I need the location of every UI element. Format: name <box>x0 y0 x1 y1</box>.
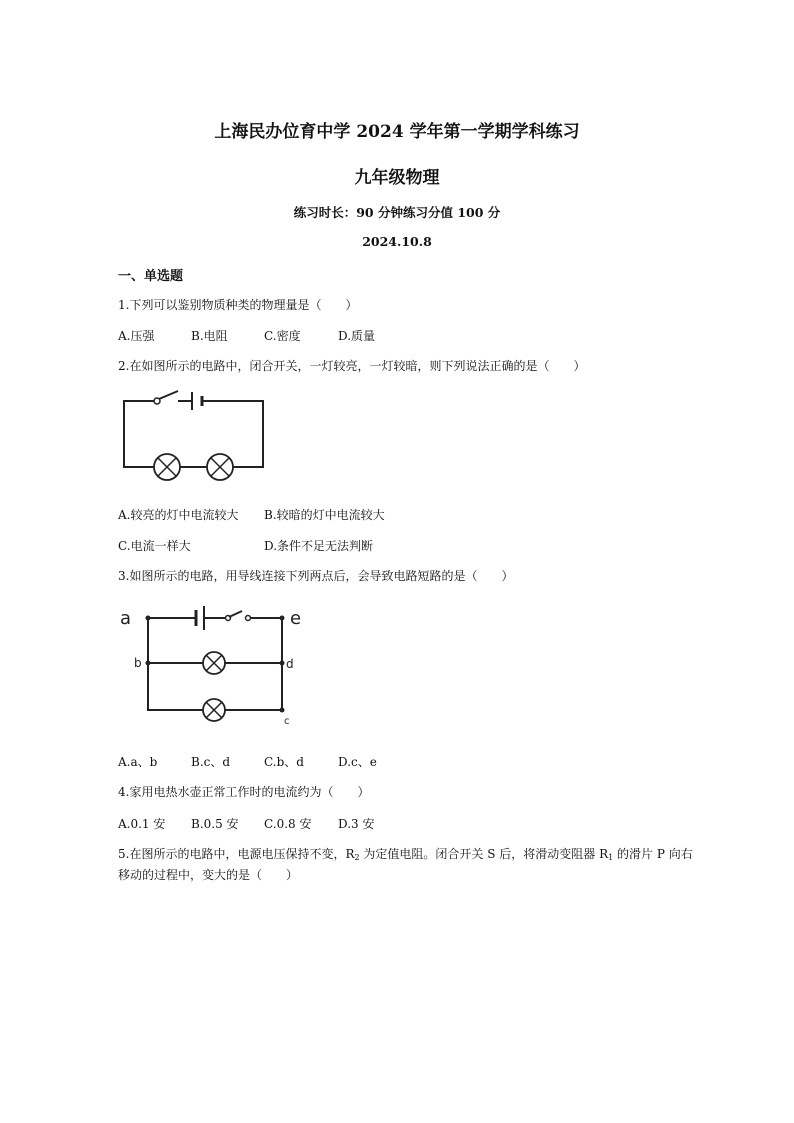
question-3-stem: 3.如图所示的电路，用导线连接下列两点后，会导致电路短路的是（ ） <box>118 569 514 583</box>
question-5-subscript-1: 2 <box>354 853 360 862</box>
question-3-option-d[interactable]: D.c、e <box>338 755 377 769</box>
question-5-stem-part3: 的滑片 P 向右 <box>613 847 693 861</box>
exam-title: 上海民办位育中学 2024 学年第一学期学科练习 <box>214 122 580 142</box>
question-1-option-c[interactable]: C.密度 <box>264 329 301 343</box>
question-4-stem: 4.家用电热水壶正常工作时的电流约为（ ） <box>118 785 370 799</box>
question-3-option-b[interactable]: B.c、d <box>191 755 231 769</box>
question-3-circuit-diagram <box>118 600 318 725</box>
lamp-icon <box>154 454 180 480</box>
question-2-circuit-diagram <box>118 388 268 478</box>
question-5-stem-line2: 移动的过程中，变大的是（ ） <box>118 868 299 882</box>
question-1-option-a[interactable]: A.压强 <box>118 329 155 343</box>
question-5-stem-part2: 为定值电阻。闭合开关 S 后，将滑动变阻器 R <box>359 847 609 861</box>
question-2-option-c[interactable]: C.电流一样大 <box>118 539 191 553</box>
exam-info: 练习时长：90 分钟练习分值 100 分 <box>293 205 501 220</box>
exam-date: 2024.10.8 <box>362 234 432 249</box>
question-2-stem: 2.在如图所示的电路中，闭合开关，一灯较亮，一灯较暗，则下列说法正确的是（ ） <box>118 359 586 373</box>
question-4-option-b[interactable]: B.0.5 安 <box>191 817 239 831</box>
exam-subtitle: 九年级物理 <box>354 168 440 188</box>
point-label-c: c <box>284 716 290 727</box>
question-1-stem: 1.下列可以鉴别物质种类的物理量是（ ） <box>118 298 358 312</box>
question-1-option-d[interactable]: D.质量 <box>338 329 376 343</box>
question-5-subscript-2: 1 <box>608 853 614 862</box>
lamp-icon <box>207 454 233 480</box>
lamp-icon <box>203 652 225 674</box>
question-1-option-b[interactable]: B.电阻 <box>191 329 228 343</box>
question-4-option-c[interactable]: C.0.8 安 <box>264 817 312 831</box>
question-2-option-d[interactable]: D.条件不足无法判断 <box>264 539 374 553</box>
question-5-stem <box>118 845 693 862</box>
point-label-e: e <box>290 608 302 629</box>
section-heading: 一、单选题 <box>118 269 184 284</box>
point-label-b: b <box>134 656 142 670</box>
question-3-option-c[interactable]: C.b、d <box>264 755 304 769</box>
question-2-option-b[interactable]: B.较暗的灯中电流较大 <box>264 508 385 522</box>
question-2-option-a[interactable]: A.较亮的灯中电流较大 <box>118 508 239 522</box>
question-3-option-a[interactable]: A.a、b <box>118 755 158 769</box>
question-4-option-a[interactable]: A.0.1 安 <box>118 817 166 831</box>
point-label-d: d <box>286 657 294 671</box>
question-5-stem-part1: 5.在图所示的电路中，电源电压保持不变，R <box>118 847 355 861</box>
question-4-option-d[interactable]: D.3 安 <box>338 817 375 831</box>
lamp-icon <box>203 699 225 721</box>
point-label-a: a <box>120 608 132 629</box>
